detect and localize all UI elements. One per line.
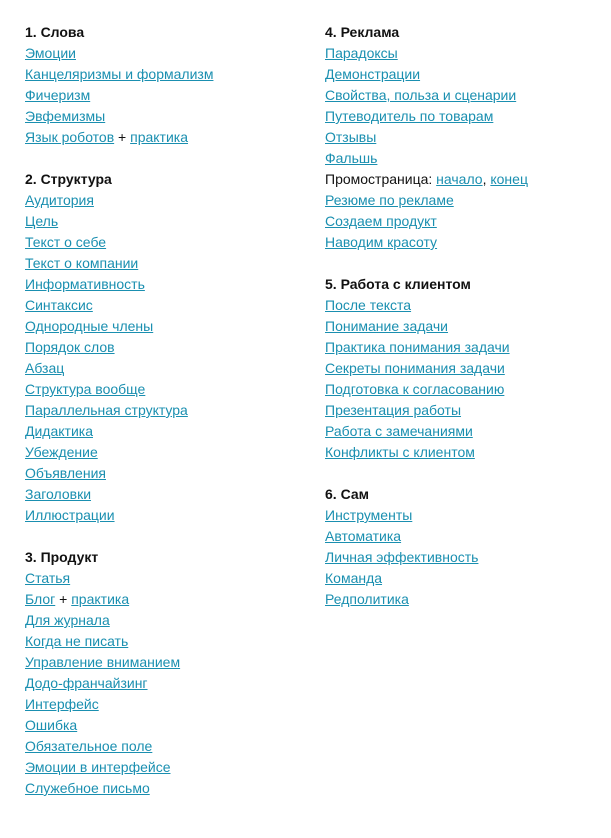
article-link[interactable]: Служебное письмо [25,780,150,796]
list-item [325,127,605,148]
separator-text: Промостраница: [325,171,437,187]
article-link[interactable]: Демонстрации [325,66,421,82]
list-item [25,358,295,379]
list-item [325,295,605,316]
list-item [25,463,295,484]
article-link[interactable]: конец [490,171,528,187]
list-item [25,757,295,778]
list-item [25,610,295,631]
section-self [325,484,605,610]
list-item [325,400,605,421]
right-column [325,22,605,631]
list-item [25,505,295,526]
article-link[interactable]: Канцеляризмы и формализм [25,66,214,82]
article-link[interactable]: Эмоции [25,45,76,61]
article-link[interactable]: Текст о компании [25,255,139,271]
section-title: 3. Продукт [25,549,99,565]
list-item [25,127,295,148]
list-item [325,85,605,106]
article-link[interactable]: Иллюстрации [25,507,115,523]
list-item [325,337,605,358]
list-item [25,715,295,736]
article-link[interactable]: Редполитика [325,591,409,607]
article-link[interactable]: Цель [25,213,59,229]
list-item [325,190,605,211]
list-item [325,232,605,253]
section-structure [25,169,295,526]
article-link[interactable]: Синтаксис [25,297,93,313]
article-link[interactable]: Автоматика [325,528,402,544]
article-link[interactable]: Параллельная структура [25,402,188,418]
article-link[interactable]: Объявления [25,465,106,481]
list-item [25,43,295,64]
article-link[interactable]: Однородные члены [25,318,154,334]
list-item [25,379,295,400]
list-item [325,505,605,526]
article-link[interactable]: Заголовки [25,486,92,502]
article-link[interactable]: Дидактика [25,423,93,439]
article-link[interactable]: Путеводитель по товарам [325,108,494,124]
separator-text: + [114,129,131,145]
article-link[interactable]: Для журнала [25,612,110,628]
article-link[interactable]: Наводим красоту [325,234,438,250]
article-link[interactable]: Команда [325,570,383,586]
article-link[interactable]: Язык роботов [25,129,115,145]
article-link[interactable]: Понимание задачи [325,318,449,334]
article-link[interactable]: Фальшь [325,150,378,166]
list-item [325,106,605,127]
article-link[interactable]: начало [436,171,483,187]
article-link[interactable]: Статья [25,570,71,586]
list-item [325,379,605,400]
list-item [25,295,295,316]
article-link[interactable]: Информативность [25,276,145,292]
list-item [25,589,295,610]
list-item [25,64,295,85]
article-link[interactable]: Парадоксы [325,45,398,61]
article-link[interactable]: После текста [325,297,412,313]
article-link[interactable]: Резюме по рекламе [325,192,454,208]
article-link[interactable]: Порядок слов [25,339,115,355]
article-link[interactable]: Ошибка [25,717,78,733]
section-advertising [325,22,605,253]
section-title: 1. Слова [25,24,85,40]
list-item [325,316,605,337]
section-title: 2. Структура [25,171,112,187]
article-link[interactable]: Свойства, польза и сценарии [325,87,517,103]
list-item [25,190,295,211]
list-item [325,526,605,547]
article-link[interactable]: Подготовка к согласованию [325,381,505,397]
list-item [325,568,605,589]
list-item [25,736,295,757]
list-item [25,253,295,274]
left-column [25,22,295,820]
list-item [25,421,295,442]
list-item [25,484,295,505]
list-item [25,673,295,694]
separator-text: + [55,591,72,607]
article-link[interactable]: практика [130,129,189,145]
list-item [25,106,295,127]
list-item [325,442,605,463]
list-item [25,652,295,673]
list-item [25,232,295,253]
article-link[interactable]: Додо-франчайзинг [25,675,148,691]
list-item [325,547,605,568]
list-item [325,148,605,169]
list-item [325,211,605,232]
section-title: 6. Сам [325,486,369,502]
list-item [25,316,295,337]
article-link[interactable]: Практика понимания задачи [325,339,510,355]
list-item [325,43,605,64]
section-product [25,547,295,799]
list-item [325,64,605,85]
article-link[interactable]: Личная эффективность [325,549,479,565]
article-link[interactable]: Отзывы [325,129,377,145]
article-link[interactable]: Текст о себе [25,234,107,250]
article-link[interactable]: Эвфемизмы [25,108,106,124]
list-item [25,778,295,799]
list-item [25,85,295,106]
list-item [25,274,295,295]
article-link[interactable]: Инструменты [325,507,413,523]
article-link[interactable]: Убеждение [25,444,98,460]
section-words [25,22,295,148]
list-item [325,589,605,610]
article-link[interactable]: Абзац [25,360,65,376]
article-link[interactable]: Обязательное поле [25,738,153,754]
article-link[interactable]: Презентация работы [325,402,462,418]
separator-text: , [482,171,491,187]
article-link[interactable]: Аудитория [25,192,94,208]
article-link[interactable]: Когда не писать [25,633,129,649]
article-link[interactable]: Интерфейс [25,696,99,712]
section-client-work [325,274,605,463]
list-item [325,169,605,190]
list-item [25,337,295,358]
article-link[interactable]: Фичеризм [25,87,91,103]
article-link[interactable]: Работа с замечаниями [325,423,473,439]
section-title: 4. Реклама [325,24,400,40]
list-item [25,211,295,232]
section-title: 5. Работа с клиентом [325,276,471,292]
article-link[interactable]: практика [71,591,130,607]
article-link[interactable]: Эмоции в интерфейсе [25,759,171,775]
list-item [25,568,295,589]
article-link[interactable]: Блог [25,591,56,607]
article-link[interactable]: Структура вообще [25,381,146,397]
list-item [25,400,295,421]
list-item [325,421,605,442]
article-link[interactable]: Секреты понимания задачи [325,360,505,376]
list-item [25,631,295,652]
list-item [325,358,605,379]
article-link[interactable]: Конфликты с клиентом [325,444,475,460]
article-link[interactable]: Создаем продукт [325,213,437,229]
list-item [25,694,295,715]
article-link[interactable]: Управление вниманием [25,654,181,670]
list-item [25,442,295,463]
